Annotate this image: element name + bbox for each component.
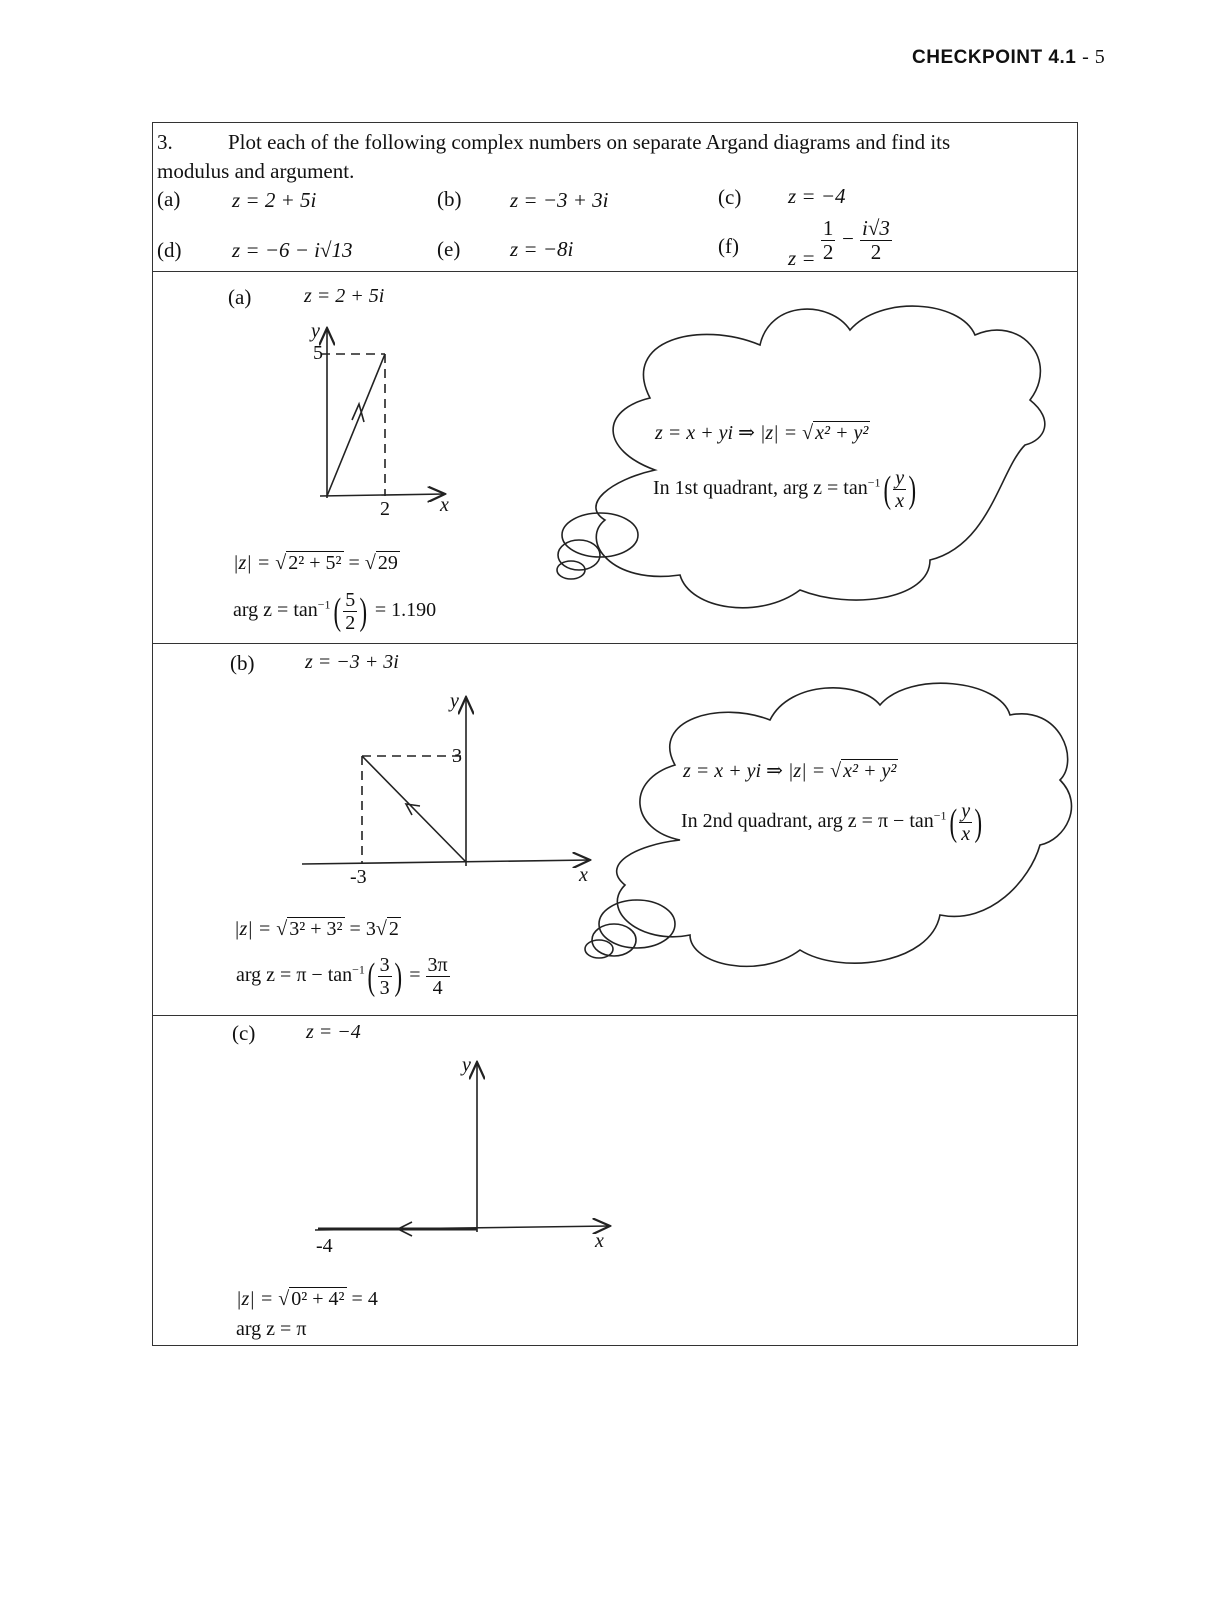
part-label-c: (c) bbox=[718, 185, 742, 209]
header-title: CHECKPOINT 4.1 bbox=[912, 47, 1077, 68]
x-axis-a bbox=[320, 494, 445, 496]
cloud-b-den: x bbox=[961, 823, 971, 845]
x-axis-b bbox=[302, 860, 590, 864]
arg-sup-a: −1 bbox=[317, 597, 331, 612]
argument-c: arg z = π bbox=[236, 1318, 307, 1340]
cloud-a-num: y bbox=[895, 467, 905, 489]
y-tick-label-b: 3 bbox=[452, 745, 462, 767]
solution-label-a: (a) bbox=[228, 285, 252, 309]
arg-den-a: 2 bbox=[345, 612, 356, 634]
question-text-line2: modulus and argument. bbox=[157, 159, 355, 183]
modulus-result-a: 29 bbox=[377, 552, 398, 574]
arg-result-a: = 1.190 bbox=[374, 599, 437, 622]
arg-sup-b: −1 bbox=[352, 962, 365, 977]
part-label-b: (b) bbox=[437, 187, 462, 211]
solution-expr-b: z = −3 + 3i bbox=[305, 651, 399, 673]
modulus-a: |z| = √ 2² + 5² = √ 29 bbox=[233, 552, 398, 574]
part-label-a: (a) bbox=[157, 187, 181, 211]
cloud-a-sup: −1 bbox=[867, 475, 881, 490]
x-axis-label-c: x bbox=[595, 1230, 604, 1252]
arg-num-a: 5 bbox=[345, 589, 356, 611]
argand-diagram-a bbox=[320, 328, 445, 498]
modulus-eq-c: = 4 bbox=[351, 1288, 378, 1310]
part-f-den-1: 2 bbox=[822, 240, 834, 265]
part-expr-e: z = −8i bbox=[510, 237, 574, 261]
cloud-a-den: x bbox=[895, 490, 905, 512]
x-axis-label-a: x bbox=[440, 494, 449, 516]
part-f-prefix: z = bbox=[788, 246, 816, 271]
cloud-b-num: y bbox=[961, 800, 971, 822]
arg-eq-b: = bbox=[409, 964, 421, 987]
solution-expr-a: z = 2 + 5i bbox=[304, 285, 385, 307]
y-axis-label-b: y bbox=[450, 690, 459, 712]
arg-num-b: 3 bbox=[379, 954, 390, 976]
cloud-a-line2: In 1st quadrant, arg $z = \tan^{-1}$( $\frac{y}{x}$ ) bbox=[653, 467, 917, 512]
argument-a: arg $z = \tan^{-1}$( $\frac{5}{2}$ ) = 1.190 bbox=[233, 589, 437, 634]
part-f-num-2: i√3 bbox=[862, 216, 890, 240]
argand-diagram-c bbox=[315, 1062, 610, 1236]
part-f-num-1: 1 bbox=[822, 216, 834, 240]
argand-diagram-b bbox=[302, 697, 590, 866]
argument-b: arg $z = \pi - \tan^{-1}$( $\frac{3}{3}$ ) = $\frac{3\pi}{4}$ bbox=[236, 954, 448, 999]
cloud-a-sqrt: x² + y² bbox=[815, 422, 869, 444]
y-axis-label-c: y bbox=[462, 1054, 471, 1076]
solution-expr-c: z = −4 bbox=[306, 1021, 361, 1043]
part-f-den-2: 2 bbox=[870, 240, 882, 265]
cloud-b-text: In 2nd quadrant, arg z = π − tan bbox=[681, 810, 934, 833]
vector-b bbox=[362, 756, 466, 862]
x-tick-label-c: -4 bbox=[316, 1235, 333, 1257]
part-expr-b: z = −3 + 3i bbox=[510, 188, 609, 212]
part-expr-a: z = 2 + 5i bbox=[232, 188, 317, 212]
question-number: 3. bbox=[157, 130, 173, 154]
part-expr-d: z = −6 − i√13 bbox=[232, 238, 353, 262]
modulus-result-b: 2 bbox=[388, 918, 399, 940]
cloud-b-line2: In 2nd quadrant, arg $z = \pi - \tan^{-1}$( $\frac{y}{x}$ ) bbox=[681, 800, 983, 845]
modulus-lhs-c: |z| = bbox=[236, 1288, 274, 1310]
modulus-sqrt-b: 3² + 3² bbox=[289, 918, 343, 940]
modulus-b: |z| = √ 3² + 3² = 3√ 2 bbox=[234, 918, 399, 940]
question-text-line1: Plot each of the following complex numbers on separate Argand diagrams and find its bbox=[228, 130, 951, 154]
x-tick-label-b: -3 bbox=[350, 866, 367, 888]
cloud-b-sqrt: x² + y² bbox=[843, 760, 897, 782]
modulus-lhs-a: |z| = bbox=[233, 552, 271, 574]
cloud-a-line1: z = x + yi ⇒ |z| = √ x² + y² bbox=[655, 422, 869, 444]
modulus-sqrt-a: 2² + 5² bbox=[288, 552, 342, 574]
x-axis-label-b: x bbox=[579, 864, 588, 886]
modulus-c: |z| = √ 0² + 4² = 4 bbox=[236, 1288, 378, 1310]
arg-res-num-b: 3π bbox=[427, 954, 448, 976]
part-expr-c: z = −4 bbox=[788, 184, 846, 208]
cloud-b-sup: −1 bbox=[933, 808, 947, 823]
arg-lhs-b: arg z = π − tan bbox=[236, 964, 353, 987]
vector-a bbox=[327, 354, 385, 496]
cloud-a-text: In 1st quadrant, arg z = tan bbox=[653, 477, 868, 500]
part-label-f: (f) bbox=[718, 234, 739, 258]
modulus-sqrt-c: 0² + 4² bbox=[291, 1288, 345, 1310]
y-tick-label-a: 5 bbox=[313, 342, 323, 364]
page-number: - 5 bbox=[1082, 46, 1106, 68]
x-tick-label-a: 2 bbox=[380, 498, 390, 520]
part-f-minus: − bbox=[840, 226, 855, 251]
modulus-eq-a: = bbox=[348, 552, 360, 574]
cloud-b-line1: z = x + yi ⇒ |z| = √ x² + y² bbox=[683, 760, 897, 782]
modulus-lhs-b: |z| = bbox=[234, 918, 272, 940]
thought-cloud-a bbox=[557, 306, 1045, 608]
y-axis-label-a: y bbox=[311, 320, 320, 342]
modulus-eq-b: = 3 bbox=[349, 918, 376, 940]
cloud-a-lhs: z = x + yi ⇒ |z| = bbox=[655, 422, 798, 444]
part-label-e: (e) bbox=[437, 237, 461, 261]
solution-label-b: (b) bbox=[230, 651, 255, 675]
solution-label-c: (c) bbox=[232, 1021, 256, 1045]
arg-res-den-b: 4 bbox=[432, 977, 443, 999]
arg-lhs-a: arg z = tan bbox=[233, 599, 318, 622]
part-label-d: (d) bbox=[157, 238, 182, 262]
arg-den-b: 3 bbox=[379, 977, 390, 999]
cloud-b-lhs: z = x + yi ⇒ |z| = bbox=[683, 760, 826, 782]
